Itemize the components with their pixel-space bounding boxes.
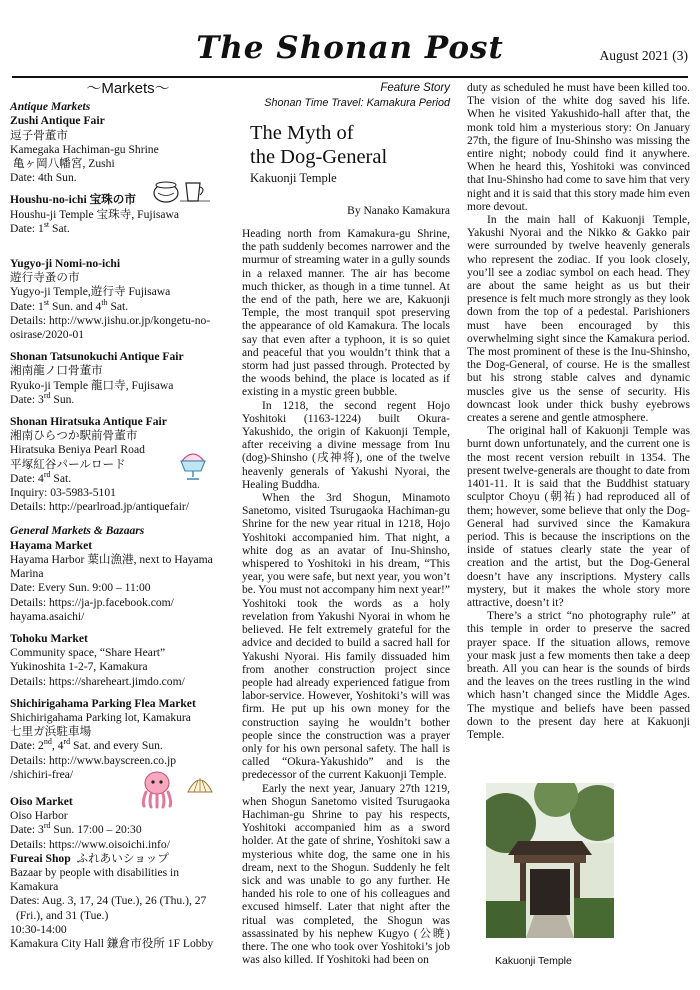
article-column-middle bbox=[242, 82, 450, 967]
market-name: Yugyo-ji Nomi-no-ichi bbox=[10, 257, 121, 271]
market-date: Date: 3rd Sun. bbox=[10, 391, 75, 406]
market-tatsunokuchi bbox=[10, 350, 228, 407]
market-date: Date: 1st Sat. bbox=[10, 219, 70, 235]
market-yugyo bbox=[10, 257, 228, 342]
markets-heading: 〜Markets〜 bbox=[86, 80, 170, 97]
market-name: Shonan Tatsunokuchi Antique Fair bbox=[10, 350, 184, 364]
temple-gate-illustration bbox=[486, 783, 614, 938]
newspaper-title: The Shonan Post bbox=[196, 30, 504, 66]
market-name-jp: ふれあいショップ bbox=[76, 851, 169, 865]
article-column-right bbox=[467, 82, 690, 742]
market-place-jp: 平塚紅谷パールロード bbox=[10, 457, 126, 471]
market-fureai bbox=[10, 852, 228, 951]
article-paragraph: The original hall of Kakuonji Temple was burnt down unfortunately, and the current one is the most recent version rebuilt in 1354. The present twelve-generals are thought to date from 1401-11. It is said that the Buddhist statuary sculptor Choyu (朝祐) had reproduced all of them; however, some believe that only the Dog-General had survived since the Kamakura period. This is because the inscriptions on the inside of statues clearly state the year of creation and the artist, but the Dog-General doesn’t have any inscriptions. Mystery calls mystery, but it makes the whole story more attractive, doesn’t it? bbox=[467, 425, 690, 609]
market-details-link[interactable]: Details: https://www.oisoichi.info/ bbox=[10, 837, 170, 851]
market-date: Date: 4th Sun. bbox=[10, 171, 77, 185]
series-title: Shonan Time Travel: Kamakura Period bbox=[264, 97, 450, 109]
market-name: Tohoku Market bbox=[10, 631, 88, 645]
article-paragraph: There’s a strict “no photography rule” at this temple in order to preserve the sacred prayer space. If the situation allows, remove your mask just a few moments then take a deep breath. All you can hear is the sounds of birds and the leaves on the trees rustling in the wind which hasn’t changed since the Middle Ages. The mystique and beliefs have been passed down to the present day here at Kakuonji Temple. bbox=[467, 610, 690, 741]
article-paragraph: In the main hall of Kakuonji Temple, Yakushi Nyorai and the Nikko & Gakko pair were surrounded by twelve heavenly generals who represent the zodiac. If you look closely, you’ll see a zodiac symbol on each head. They are about the same height as us but their presence is felt much more strongly as they look down from the top of a pedestal. Parishioners must have been encouraged by this overwhelming sight since the Kamakura period. The most prominent of these is the Inu-Shinsho, the Dog-General, of course. He is the smallest but his strong stable calves and dynamic muscles give us the sense of security. His downcast look under thick bushy eyebrows creates a serene and gentle atmosphere. bbox=[467, 214, 690, 425]
market-name-jp: 湘南龍ノ口骨董市 bbox=[10, 364, 103, 378]
market-place: Hiratsuka Beniya Pearl Road bbox=[10, 443, 145, 457]
article-subtitle: Kakuonji Temple bbox=[250, 171, 337, 185]
market-details-link-cont[interactable]: osirase/2020-01 bbox=[10, 328, 85, 342]
market-dates-cont: (Fri.), and 31 (Tue.) bbox=[16, 908, 109, 922]
market-date: Date: 4rd Sat. bbox=[10, 470, 72, 485]
feature-label: Feature Story bbox=[380, 82, 450, 94]
market-name: Shichirigahama Parking Flea Market bbox=[10, 696, 196, 710]
market-tohoku bbox=[10, 632, 228, 689]
market-description-cont: Kamakura bbox=[10, 880, 59, 894]
octopus-icon bbox=[136, 768, 178, 810]
market-details-link[interactable]: Details: https://ja-jp.facebook.com/ bbox=[10, 595, 174, 609]
market-shichirigahama bbox=[10, 697, 228, 782]
market-name: Fureai Shop bbox=[10, 851, 71, 865]
market-details-link[interactable]: Details: https://shareheart.jimdo.com/ bbox=[10, 674, 185, 688]
market-name-jp: 湘南ひらつか駅前骨董市 bbox=[10, 429, 138, 443]
market-name-jp: 逗子骨董市 bbox=[10, 128, 68, 142]
article-title: The Myth of the Dog-General bbox=[250, 122, 388, 168]
issue-date: August 2021 (3) bbox=[599, 48, 688, 63]
market-name: Shonan Hiratsuka Antique Fair bbox=[10, 415, 167, 429]
market-place: Hayama Harbor 葉山漁港, next to Hayama bbox=[10, 552, 213, 566]
market-name: Oiso Market bbox=[10, 794, 73, 808]
market-place-cont: Marina bbox=[10, 567, 44, 581]
masthead bbox=[0, 0, 700, 75]
market-oiso bbox=[10, 795, 228, 852]
market-place-cont: Yukinoshita 1-2-7, Kamakura bbox=[10, 660, 148, 674]
market-place: Ryuko-ji Temple 龍口寺, Fujisawa bbox=[10, 378, 174, 392]
temple-photo bbox=[486, 783, 614, 938]
market-name-jp: 遊行寺蚤の市 bbox=[10, 271, 80, 285]
article-paragraph: Heading north from Kamakura-gu Shrine, the path suddenly becomes narrower and the murmur of streaming water in a gully sounds in a relaxed manner. The air has become much thicker, as though in a time tunnel. At the end of the path, here we are, Kakuonji Temple, the most tranquil spot preserving the appearance of old Kamakura. The locals say that even after a typhoon, it is so quiet and peaceful that you wouldn’t think that a storm had just passed through. Protected by the woods behind, the place is located as if existing in a mystic green bubble. bbox=[242, 228, 450, 399]
photo-caption: Kakuonji Temple bbox=[495, 955, 572, 967]
market-place: Houshu-ji Temple 宝珠寺, Fujisawa bbox=[10, 207, 180, 221]
article-byline: By Nanako Kamakura bbox=[347, 205, 450, 217]
article-paragraph: duty as scheduled he must have been killed too. The vision of the white dog saved his life. When he visited Yakushido-hall after that, the monk told him a mysterious story: On January 27th, the figure of Inu-Shinsho was missing the entire night; nobody could find it anywhere. When he heard this, Yoshitoki was convinced that Inu-Shinsho had come to save him that very night and it is said that this story made him even more devout. bbox=[467, 82, 690, 213]
market-date: Date: 2nd, 4rd Sat. and every Sun. bbox=[10, 737, 163, 753]
article-paragraph: Early the next year, January 27th 1219, when Shogun Sanetomo visited Tsurugaoka Hachiman-gu Shrine to pay his respects, Yoshitoki accompanied him as a sword holder. At the gate of shrine, Yoshitoki saw a mysterious white dog, the same one in his dream, next to the Shogun. Suddenly he felt sick and was unable to go any further. He handed his role to one of his colleagues and excused himself. Later that night after the ritual was completed, the Shogun was assassinated by his nephew Kugyo (公暁) there. The one who took over Yoshitoki’s job was also killed. If Yoshitoki had been on bbox=[242, 782, 450, 967]
market-place: Yugyo-ji Temple,遊行寺 Fujisawa bbox=[10, 285, 171, 299]
market-name: Houshu-no-ichi 宝珠の市 bbox=[10, 193, 136, 207]
market-description: Bazaar by people with disabilities in bbox=[10, 865, 180, 879]
shaved-ice-icon bbox=[178, 447, 208, 483]
article-paragraph: In 1218, the second regent Hojo Yoshitoki (1163-1224) built Okura-Yakushido, the origin of Kakuonji Temple, after receiving a divine message from Inu (dog)-Shinsho (戌神将), one of the twelve heavenly generals of Yakushi Nyorai, the Healing Buddha. bbox=[242, 399, 450, 491]
market-name: Zushi Antique Fair bbox=[10, 114, 105, 128]
market-name: Hayama Market bbox=[10, 538, 93, 552]
tea-set-icon bbox=[150, 175, 210, 207]
market-place: Oiso Harbor bbox=[10, 809, 68, 823]
general-markets-heading: General Markets & Bazaars bbox=[10, 524, 145, 538]
market-details-link-cont[interactable]: hayama.asaichi/ bbox=[10, 609, 85, 623]
market-place: Shichirigahama Parking lot, Kamakura bbox=[10, 710, 191, 724]
market-time: 10:30-14:00 bbox=[10, 922, 67, 936]
market-place: Community space, “Share Heart” bbox=[10, 646, 166, 660]
antique-markets-heading: Antique Markets bbox=[10, 100, 91, 114]
market-details-link[interactable]: Details: http://www.bayscreen.co.jp bbox=[10, 753, 177, 767]
market-place-jp: 七里ガ浜駐車場 bbox=[10, 725, 92, 739]
market-date: Date: 3rd Sun. 17:00 – 20:30 bbox=[10, 821, 142, 837]
market-details-link-cont[interactable]: /shichiri-frea/ bbox=[10, 767, 74, 781]
markets-column bbox=[10, 82, 228, 951]
market-place-jp: 亀ヶ岡八幡宮, Zushi bbox=[10, 157, 115, 171]
market-date: Date: 1st Sun. and 4th Sat. bbox=[10, 297, 129, 313]
market-details-link[interactable]: Details: http://pearlroad.jp/antiquefair/ bbox=[10, 500, 190, 514]
market-date: Date: Every Sun. 9:00 – 11:00 bbox=[10, 581, 151, 595]
market-details-link[interactable]: Details: http://www.jishu.or.jp/kongetu-no- bbox=[10, 313, 211, 327]
seashell-icon bbox=[186, 772, 214, 796]
article-body-middle bbox=[242, 228, 450, 967]
market-place: Kamegaka Hachiman-gu Shrine bbox=[10, 142, 159, 156]
article-paragraph: When the 3rd Shogun, Minamoto Sanetomo, visited Tsurugaoka Hachiman-gu Shrine for the new year ritual in 1218, Hojo Yoshitoki accompanied him. That night, a white dog as an avatar of Inu-Shinsho, whispered to Yoshitoki in his dream, “This year, you were safe, but next year, you won’t be. You must not accompany him next year!” Yoshitoki took the words as a holy revelation from Yakushi Nyorai in whom he believed. He felt extremely grateful for the advice and decided to build a sacred hall for Yakushi Nyorai. His family dissuaded him from another construction project since people had already experienced fatigue from labor-service. However, Yoshitoki’s will was firm. He put up his own money for the construction saying he wouldn’t bother people since the construction was a prayer only for his own personal safety. The hall is called “Okura-Yakushido” and is the predecessor of the current Kakuonji Temple. bbox=[242, 492, 450, 782]
market-inquiry: Inquiry: 03-5983-5101 bbox=[10, 486, 116, 500]
market-dates: Dates: Aug. 3, 17, 24 (Tue.), 26 (Thu.), 27 bbox=[10, 894, 207, 908]
market-hayama bbox=[10, 539, 228, 624]
market-place: Kamakura City Hall 鎌倉市役所 1F Lobby bbox=[10, 936, 214, 950]
header-rule bbox=[12, 76, 688, 78]
